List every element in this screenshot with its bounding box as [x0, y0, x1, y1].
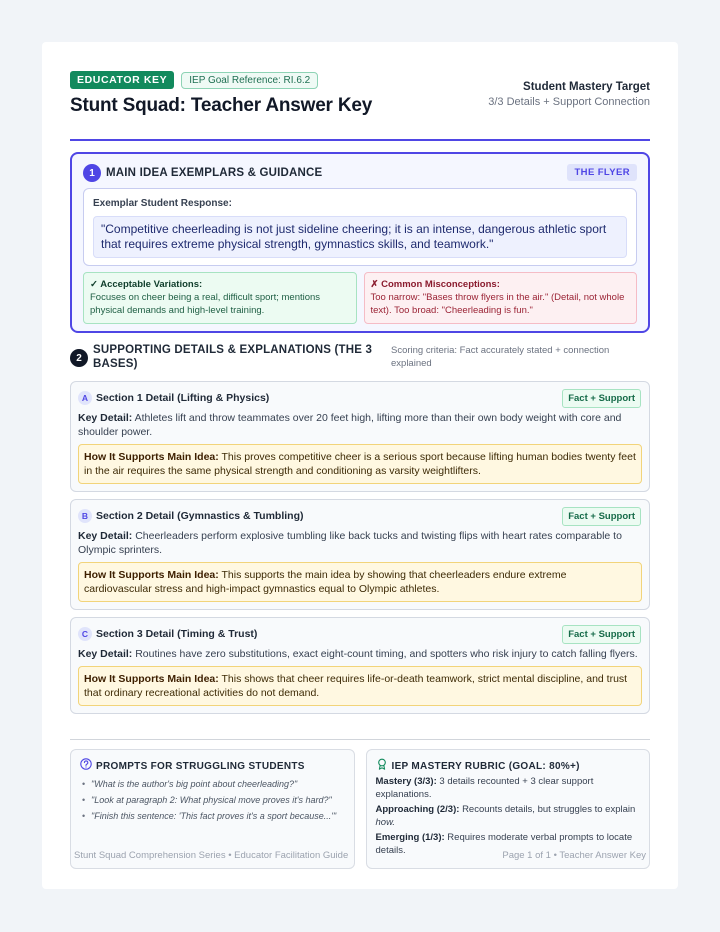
rubric-mastery-label: Mastery (3/3):	[375, 776, 437, 787]
section-number-badge: 1	[83, 164, 101, 182]
key-detail-text: Routines have zero substitutions, exact eight-count timing, and spotters who risk injury to catch falling flyers.	[135, 648, 638, 660]
supporting-details-list	[70, 381, 650, 714]
key-detail	[78, 411, 642, 439]
exemplar-label: Exemplar Student Response:	[93, 198, 232, 209]
supporting-details-header	[70, 343, 650, 373]
detail-card-header	[78, 625, 642, 643]
rubric-approaching-text: Recounts details, but struggles to explain	[462, 804, 636, 815]
scoring-criteria: Scoring criteria: Fact accurately stated + connection explained	[391, 345, 610, 369]
page-footer	[74, 850, 646, 861]
header-divider	[70, 139, 650, 141]
list-item: • "What is the author's big point about cheerleading?"	[82, 778, 345, 791]
detail-letter-badge: A	[78, 391, 92, 405]
detail-card-title: Section 3 Detail (Timing & Trust)	[96, 628, 258, 640]
rubric-mastery-text: 3 details recounted + 3 clear support explanations.	[375, 776, 594, 800]
rubric-title: IEP MASTERY RUBRIC (GOAL: 80%+)	[391, 760, 580, 772]
mastery-target-title: Student Mastery Target	[523, 81, 650, 93]
detail-card-title: Section 1 Detail (Lifting & Physics)	[96, 392, 270, 404]
mastery-target-subtitle: 3/3 Details + Support Connection	[488, 96, 650, 108]
detail-card-header	[78, 389, 642, 407]
list-item: • "Finish this sentence: 'This fact proves it's a sport because...'"	[82, 810, 345, 823]
mastery-target	[488, 81, 650, 108]
detail-card-header	[78, 507, 642, 525]
rubric-approaching-emphasis: how.	[375, 817, 396, 828]
misconceptions-text: Too narrow: "Bases throw flyers in the air." (Detail, not whole text). Too broad: "Cheerleading is fun."	[370, 292, 625, 316]
key-detail-text: Athletes lift and throw teammates over 20 feet high, lifting more than their own body weight with core and shoulder power.	[78, 412, 622, 438]
educator-key-badge: EDUCATOR KEY	[70, 71, 174, 89]
rubric-header	[376, 759, 641, 773]
list-item: • "Look at paragraph 2: What physical move proves it's hard?"	[82, 794, 345, 807]
detail-card-c	[70, 617, 650, 714]
key-detail-label: Key Detail:	[78, 648, 133, 660]
page-title: Stunt Squad: Teacher Answer Key	[70, 95, 373, 116]
key-detail	[78, 647, 642, 661]
detail-card-a	[70, 381, 650, 492]
key-detail-label: Key Detail:	[78, 412, 133, 424]
exemplar-quote: "Competitive cheerleading is not just sideline cheering; it is an intense, dangerous athletic sport that requires extreme physical strength, gymnastics skills, and teamwork."	[93, 216, 627, 258]
flyer-tag: THE FLYER	[567, 164, 637, 181]
rubric-approaching	[376, 803, 641, 829]
acceptable-variations-box	[83, 272, 357, 324]
detail-letter-badge: C	[78, 627, 92, 641]
section-number-badge: 2	[70, 349, 88, 367]
supporting-details-title: SUPPORTING DETAILS & EXPLANATIONS (THE 3 BASES)	[93, 344, 373, 370]
support-label: How It Supports Main Idea:	[84, 451, 219, 463]
award-icon	[376, 757, 388, 775]
support-label: How It Supports Main Idea:	[84, 569, 219, 581]
rubric-emerging-label: Emerging (1/3):	[375, 832, 445, 843]
acceptable-variations-title: ✓ Acceptable Variations:	[90, 279, 203, 290]
key-detail	[78, 529, 642, 557]
support-label: How It Supports Main Idea:	[84, 673, 219, 685]
detail-card-b	[70, 499, 650, 610]
main-idea-title: MAIN IDEA EXEMPLARS & GUIDANCE	[106, 167, 323, 179]
main-idea-header	[83, 164, 637, 182]
fact-support-tag: Fact + Support	[562, 389, 641, 408]
fact-support-tag: Fact + Support	[562, 507, 641, 526]
key-detail-text: Cheerleaders perform explosive tumbling like back tucks and twisting flips with heart rates comparable to Olympic sprinters.	[78, 530, 622, 556]
support-text: This shows that cheer requires life-or-death teamwork, strict mental discipline, and trust that ordinary recreational activities do not demand.	[84, 673, 628, 699]
support-text: This proves competitive cheer is a serious sport because lifting human bodies twenty feet in the air requires the same physical strength and conditioning as varsity weightlifters.	[84, 451, 636, 477]
support-explanation	[78, 562, 642, 602]
exemplar-response-box	[83, 188, 637, 266]
question-icon	[80, 757, 92, 775]
misconceptions-box	[364, 272, 638, 324]
support-text: This supports the main idea by showing that cheerleaders endure extreme cardiovascular stress and high-impact gymnastics equal to Olympic athletes.	[84, 569, 567, 595]
detail-letter-badge: B	[78, 509, 92, 523]
support-explanation	[78, 666, 642, 706]
prompts-list	[80, 778, 345, 823]
rubric-emerging-text: Requires moderate verbal prompts to locate details.	[375, 832, 633, 856]
support-explanation	[78, 444, 642, 484]
main-idea-section	[70, 152, 650, 333]
detail-card-title: Section 2 Detail (Gymnastics & Tumbling)	[96, 510, 304, 522]
answer-key-page	[42, 42, 678, 889]
key-detail-label: Key Detail:	[78, 530, 133, 542]
variations-row	[83, 272, 637, 324]
rubric-mastery	[376, 775, 641, 801]
footer-page-number: Page 1 of 1 • Teacher Answer Key	[502, 850, 646, 861]
misconceptions-title: ✗ Common Misconceptions:	[370, 279, 500, 290]
prompts-header	[80, 759, 345, 773]
section-divider	[70, 739, 650, 740]
footer-series: Stunt Squad Comprehension Series • Educator Facilitation Guide	[74, 850, 349, 861]
fact-support-tag: Fact + Support	[562, 625, 641, 644]
page-header	[70, 71, 650, 126]
prompts-title: PROMPTS FOR STRUGGLING STUDENTS	[96, 760, 305, 772]
iep-goal-badge: IEP Goal Reference: RI.6.2	[181, 72, 318, 89]
acceptable-variations-text: Focuses on cheer being a real, difficult sport; mentions physical demands and high-level training.	[90, 292, 321, 316]
rubric-approaching-label: Approaching (2/3):	[375, 804, 460, 815]
